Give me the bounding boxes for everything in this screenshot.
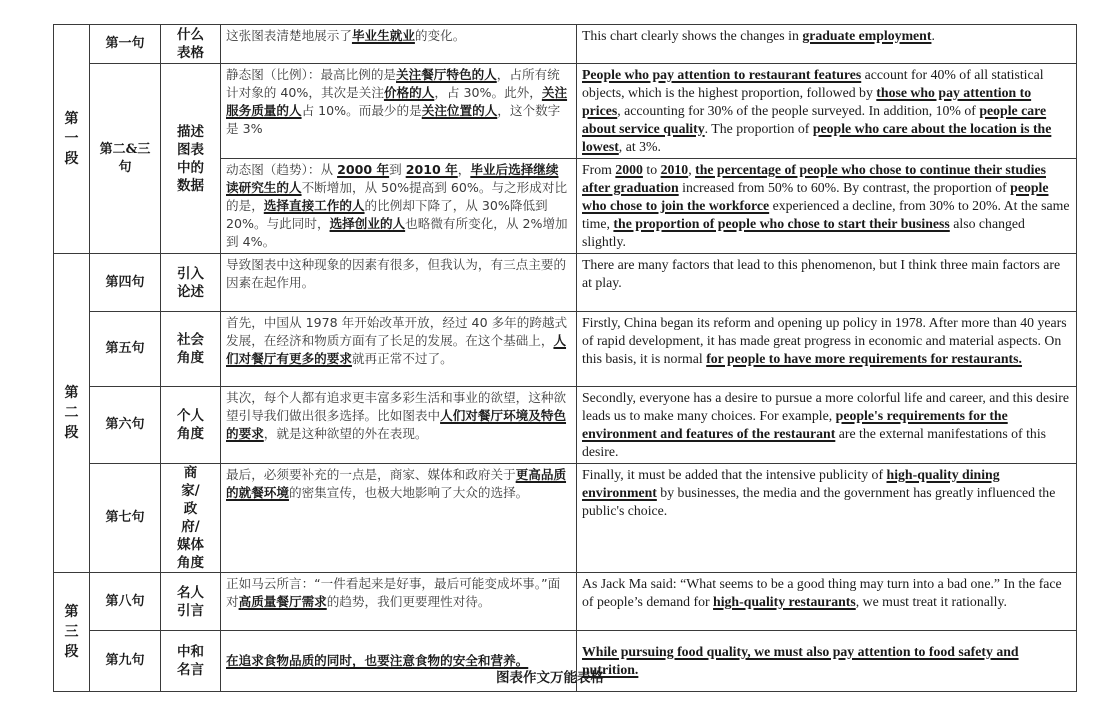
keyword-phrase: 2010	[660, 162, 689, 177]
chinese-text-cell	[221, 312, 577, 387]
text-segment: Finally, it must be added that the intensive publicity of	[582, 467, 887, 482]
keyword-phrase: 人们对餐厅有更多的要求	[226, 333, 567, 366]
keyword-phrase: People who pay attention to restaurant features	[582, 67, 862, 82]
text-segment: 最后，必须要补充的一点是，商家、媒体和政府关于	[226, 467, 516, 482]
text-segment: 占 10%。而最少的是	[301, 103, 422, 118]
text-segment: .	[931, 28, 935, 43]
keyword-phrase: 关注位置的人	[421, 103, 498, 118]
text-segment: 正如马云所言：“一件看起来是好事，最后可能变成坏事。”面对	[226, 576, 561, 609]
chinese-text-cell	[221, 159, 577, 254]
keyword-phrase: for people to have more requirements for restaurants.	[706, 351, 1022, 366]
keyword-phrase: 价格的人	[383, 85, 435, 100]
text-segment: ，这个数字是 3%	[226, 103, 561, 136]
sentence-cell: 第六句	[90, 387, 161, 464]
text-segment: 首先，中国从 1978 年开始改革开放，经过 40 多年的跨越式发展，在经济和物质方面有了长足的发展。在这个基础上，	[226, 315, 568, 348]
text-segment: 就再正常不过了。	[351, 351, 453, 366]
text-segment: 的比例却下降了，从 30%降低到 20%。与此同时，	[226, 198, 548, 231]
text-segment: , accounting for 30% of the people surveyed. In addition, 10% of	[617, 103, 980, 118]
keyword-phrase: high-quality dining environment	[582, 467, 1000, 500]
english-text-cell	[577, 254, 1077, 312]
paragraph-cell: 第一段	[54, 25, 90, 254]
text-segment: This chart clearly shows the changes in	[582, 28, 803, 43]
table-row	[54, 25, 1077, 64]
text-segment: . The proportion of	[704, 121, 813, 136]
keyword-phrase: people who chose to join the workforce	[582, 180, 1049, 213]
text-segment: 的趋势，我们更要理性对待。	[326, 594, 491, 609]
text-segment: 不断增加，从 50%提高到 60%。与之形成对比的是，	[226, 180, 568, 213]
keyword-phrase: 在追求食物品质的同时，也要注意食物的安全和营养。	[226, 653, 529, 668]
sentence-cell: 第四句	[90, 254, 161, 312]
keyword-phrase: people care about service quality	[582, 103, 1047, 136]
sentence-cell: 第一句	[90, 25, 161, 64]
table-row	[54, 254, 1077, 312]
text-segment: From	[582, 162, 616, 177]
keyword-phrase: those who pay attention to prices	[582, 85, 1032, 118]
text-segment: ，占所有统计对象的 40%，其次是关注	[226, 67, 560, 100]
keyword-phrase: 毕业后选择继续读研究生的人	[226, 162, 559, 195]
keyword-phrase: 更高品质的就餐环境	[226, 467, 567, 500]
essay-table	[53, 24, 1077, 692]
sentence-cell: 第七句	[90, 464, 161, 573]
chinese-text-cell	[221, 573, 577, 631]
text-segment: , we must treat it rationally.	[855, 594, 1007, 609]
table-row	[54, 312, 1077, 387]
function-cell: 商家/政府/媒体角度	[161, 464, 221, 573]
keyword-phrase: 高质量餐厅需求	[238, 594, 327, 609]
text-segment: ，占 30%。此外，	[434, 85, 542, 100]
table-row	[54, 464, 1077, 573]
keyword-phrase: While pursuing food quality, we must also pay attention to food safety and nutrition.	[582, 644, 1019, 677]
function-cell: 描述图表中的数据	[161, 64, 221, 254]
keyword-phrase: 关注餐厅特色的人	[396, 67, 497, 82]
keyword-phrase: 2010 年	[405, 162, 458, 177]
text-segment: are the external manifestations of this desire.	[582, 426, 1047, 459]
chinese-text-cell	[221, 25, 577, 64]
chinese-text-cell	[221, 464, 577, 573]
text-segment: 这张图表清楚地展示了	[226, 28, 352, 43]
text-segment: 导致图表中这种现象的因素有很多，但我认为，有三点主要的因素在起作用。	[226, 257, 567, 290]
text-segment: 其次，每个人都有追求更丰富多彩生活和事业的欲望，这种欲望引导我们做出很多选择。比如图表中	[226, 390, 567, 423]
text-segment: account for 40% of all statistical objects, which is the highest proportion, followed by	[582, 67, 1044, 100]
english-text-cell	[577, 573, 1077, 631]
chinese-text-cell	[221, 254, 577, 312]
keyword-phrase: 选择创业的人	[329, 216, 406, 231]
sentence-cell: 第八句	[90, 573, 161, 631]
keyword-phrase: the proportion of people who chose to start their business	[613, 216, 950, 231]
english-text-cell	[577, 64, 1077, 159]
english-text-cell	[577, 25, 1077, 64]
keyword-phrase: 关注服务质量的人	[226, 85, 568, 118]
function-cell: 中和名言	[161, 631, 221, 692]
text-segment: ，	[457, 162, 471, 177]
text-segment: 也略微有所变化，从 2%增加到 4%。	[226, 216, 568, 249]
keyword-phrase: people who care about the location is the lowest	[582, 121, 1052, 154]
text-segment: , at 3%.	[618, 139, 661, 154]
keyword-phrase: 人们对餐厅环境及特色的要求	[226, 408, 567, 441]
text-segment: increased from 50% to 60%. By contrast, the proportion of	[678, 180, 1011, 195]
keyword-phrase: 2000 年	[337, 162, 390, 177]
keyword-phrase: 毕业生就业	[351, 28, 415, 43]
english-text-cell	[577, 312, 1077, 387]
text-segment: to	[642, 162, 661, 177]
text-segment: 的变化。	[414, 28, 466, 43]
text-segment: 到	[389, 162, 406, 177]
table-caption: 图表作文万能表格	[496, 670, 604, 686]
paragraph-cell: 第二段	[54, 254, 90, 573]
keyword-phrase: graduate employment	[802, 28, 932, 43]
sentence-cell: 第二&三句	[90, 64, 161, 254]
keyword-phrase: people's requirements for the environment and features of the restaurant	[582, 408, 1008, 441]
function-cell: 引入论述	[161, 254, 221, 312]
chinese-text-cell	[221, 387, 577, 464]
essay-template-sheet	[53, 24, 1076, 692]
chinese-text-cell	[221, 64, 577, 159]
keyword-phrase: high-quality restaurants	[713, 594, 856, 609]
text-segment: 静态图（比例）：最高比例的是	[226, 67, 397, 82]
text-segment: Secondly, everyone has a desire to pursue a more colorful life and career, and this desire leads us to make many choices. For example,	[582, 390, 1069, 423]
sentence-cell: 第九句	[90, 631, 161, 692]
text-segment: Firstly, China began its reform and opening up policy in 1978. After more than 40 years of rapid development, it has made great progress in economic and material aspects. On this basis, it is normal	[582, 315, 1067, 366]
english-text-cell	[577, 464, 1077, 573]
function-cell: 什么表格	[161, 25, 221, 64]
table-row	[54, 573, 1077, 631]
function-cell: 个人角度	[161, 387, 221, 464]
keyword-phrase: 2000	[615, 162, 643, 177]
text-segment: by businesses, the media and the government has greatly influenced the public's choice.	[582, 485, 1056, 518]
sentence-cell: 第五句	[90, 312, 161, 387]
keyword-phrase: 选择直接工作的人	[263, 198, 365, 213]
table-row	[54, 64, 1077, 159]
function-cell: 名人引言	[161, 573, 221, 631]
function-cell: 社会角度	[161, 312, 221, 387]
text-segment: There are many factors that lead to this phenomenon, but I think three main factors are at play.	[582, 257, 1061, 290]
text-segment: 动态图（趋势）：从	[226, 162, 338, 177]
english-text-cell	[577, 387, 1077, 464]
keyword-phrase: the percentage of people who chose to continue their studies after graduation	[582, 162, 1046, 195]
paragraph-cell: 第三段	[54, 573, 90, 692]
text-segment: experienced a decline, from 30% to 20%. At the same time,	[582, 198, 1070, 231]
english-text-cell	[577, 159, 1077, 254]
table-row	[54, 387, 1077, 464]
text-segment: also changed slightly.	[582, 216, 1025, 249]
text-segment: As Jack Ma said: “What seems to be a good thing may turn into a bad one.” In the face of people’s demand for	[582, 576, 1062, 609]
text-segment: ，就是这种欲望的外在表现。	[263, 426, 428, 441]
text-segment: ,	[688, 162, 696, 177]
text-segment: 的密集宣传，也极大地影响了大众的选择。	[288, 485, 529, 500]
